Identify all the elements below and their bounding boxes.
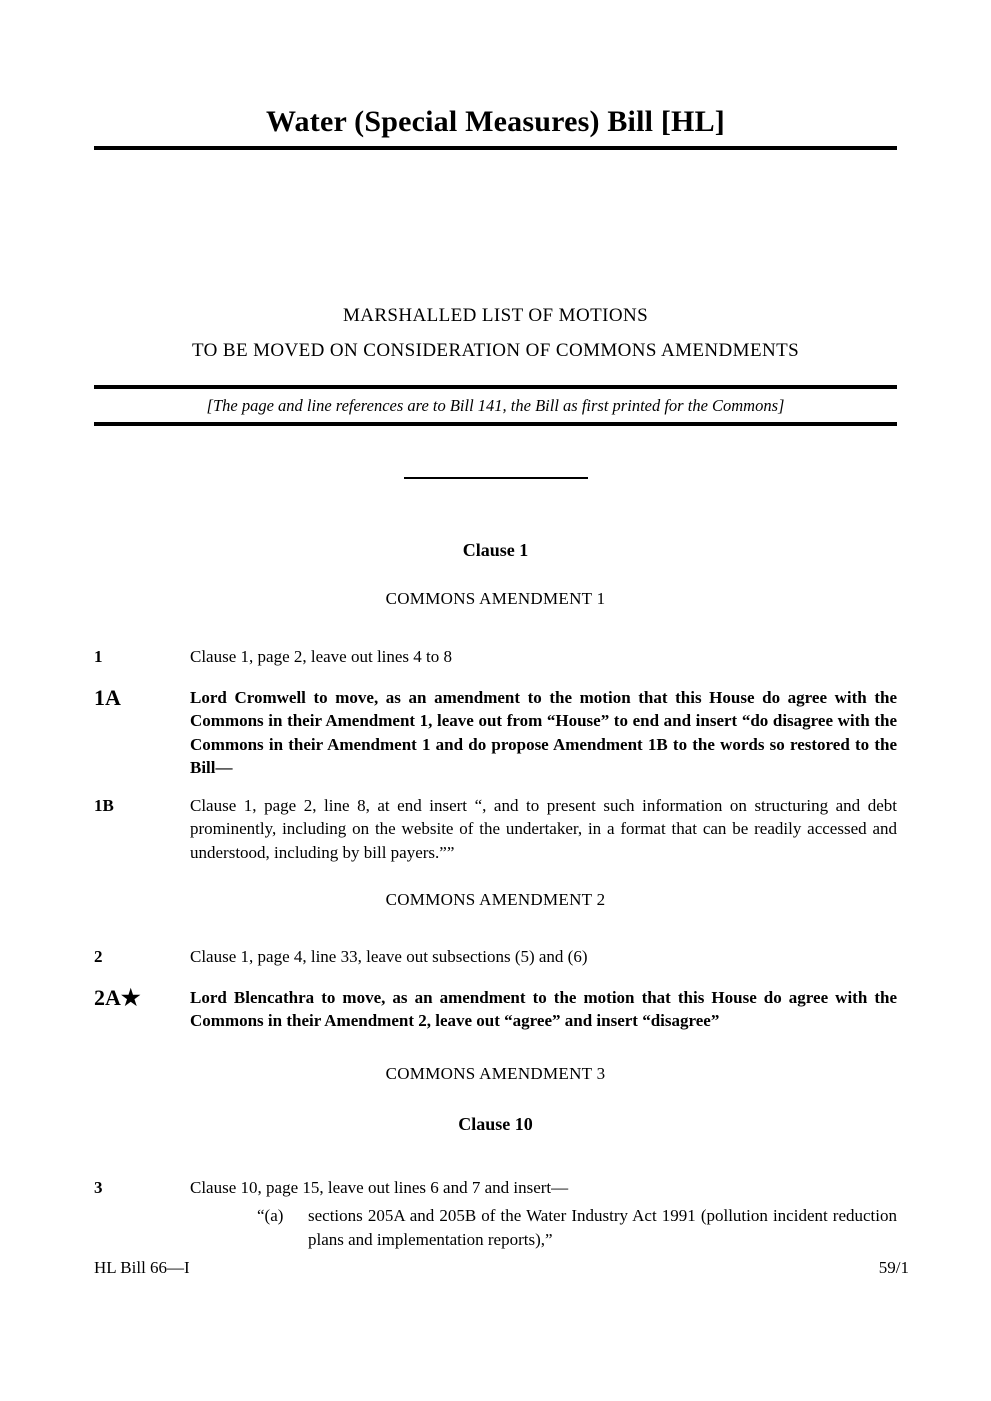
document-title: Water (Special Measures) Bill [HL] (266, 105, 725, 138)
commons-amendment-1-heading: COMMONS AMENDMENT 1 (385, 589, 606, 608)
document-content (94, 0, 897, 1251)
amendment-3 (94, 1176, 897, 1200)
reference-note: [The page and line references are to Bill 141, the Bill as first printed for the Commons] (206, 396, 785, 415)
marshalled-list-heading: MARSHALLED LIST OF MOTIONS (342, 305, 649, 326)
amendment-3-sub-item-a (257, 1204, 897, 1251)
amendment-2a-number: 2A★ (94, 984, 141, 1010)
amendment-3-number: 3 (94, 1177, 103, 1197)
sub-item-a-text: sections 205A and 205B of the Water Industry Act 1991 (pollution incident reduction plans and implementation reports),” (308, 1206, 897, 1249)
title-double-rule (94, 146, 897, 150)
amendment-1-number: 1 (94, 647, 103, 666)
amendment-2-text: Clause 1, page 4, line 33, leave out subsections (5) and (6) (190, 947, 588, 966)
commons-amendment-3-heading: COMMONS AMENDMENT 3 (385, 1063, 606, 1083)
amendment-1a-text: Lord Cromwell to move, as an amendment to the motion that this House do agree with the Commons in their Amendment 1, leave out from “House” to end and insert “do disagree with the Commons in their Amendment 1 and do propose Amendment 1B to the words so restored to the Bill— (190, 687, 897, 777)
clause-10-heading: Clause 10 (458, 1113, 533, 1134)
amendment-1-text: Clause 1, page 2, leave out lines 4 to 8 (190, 647, 453, 666)
amendment-1b (94, 794, 897, 865)
note-box-bottom-rule (94, 422, 897, 426)
reference-note-box (94, 385, 897, 426)
amendment-2a-motion (94, 986, 897, 1033)
amendment-1a-number: 1A (94, 684, 121, 710)
amendment-2 (94, 945, 897, 969)
amendment-1b-text: Clause 1, page 2, line 8, at end insert “, and to present such information on structuring and debt prominently, including on the website of the undertaker, in a format that can be readily accessed and understood, including by bill payers.”” (190, 795, 897, 862)
amendment-3-text: Clause 10, page 15, leave out lines 6 and 7 and insert— (190, 1177, 569, 1197)
amendment-2-number: 2 (94, 947, 103, 966)
amendment-2a-text: Lord Blencathra to move, as an amendment to the motion that this House do agree with the Commons in their Amendment 2, leave out “agree” and insert “disagree” (190, 987, 897, 1030)
amendment-1b-number: 1B (94, 795, 114, 815)
amendment-1a-motion (94, 686, 897, 780)
footer-bill-number: HL Bill 66—I (94, 1258, 190, 1277)
amendment-1 (94, 645, 897, 669)
footer-print-number: 59/1 (878, 1258, 909, 1277)
page-footer (94, 1257, 909, 1279)
section-separator-rule (404, 477, 588, 479)
marshalled-list-subheading: TO BE MOVED ON CONSIDERATION OF COMMONS AMENDMENTS (191, 340, 800, 361)
commons-amendment-2-heading: COMMONS AMENDMENT 2 (385, 890, 606, 909)
sub-item-a-label: “(a) (257, 1206, 284, 1225)
clause-1-heading: Clause 1 (462, 540, 529, 560)
